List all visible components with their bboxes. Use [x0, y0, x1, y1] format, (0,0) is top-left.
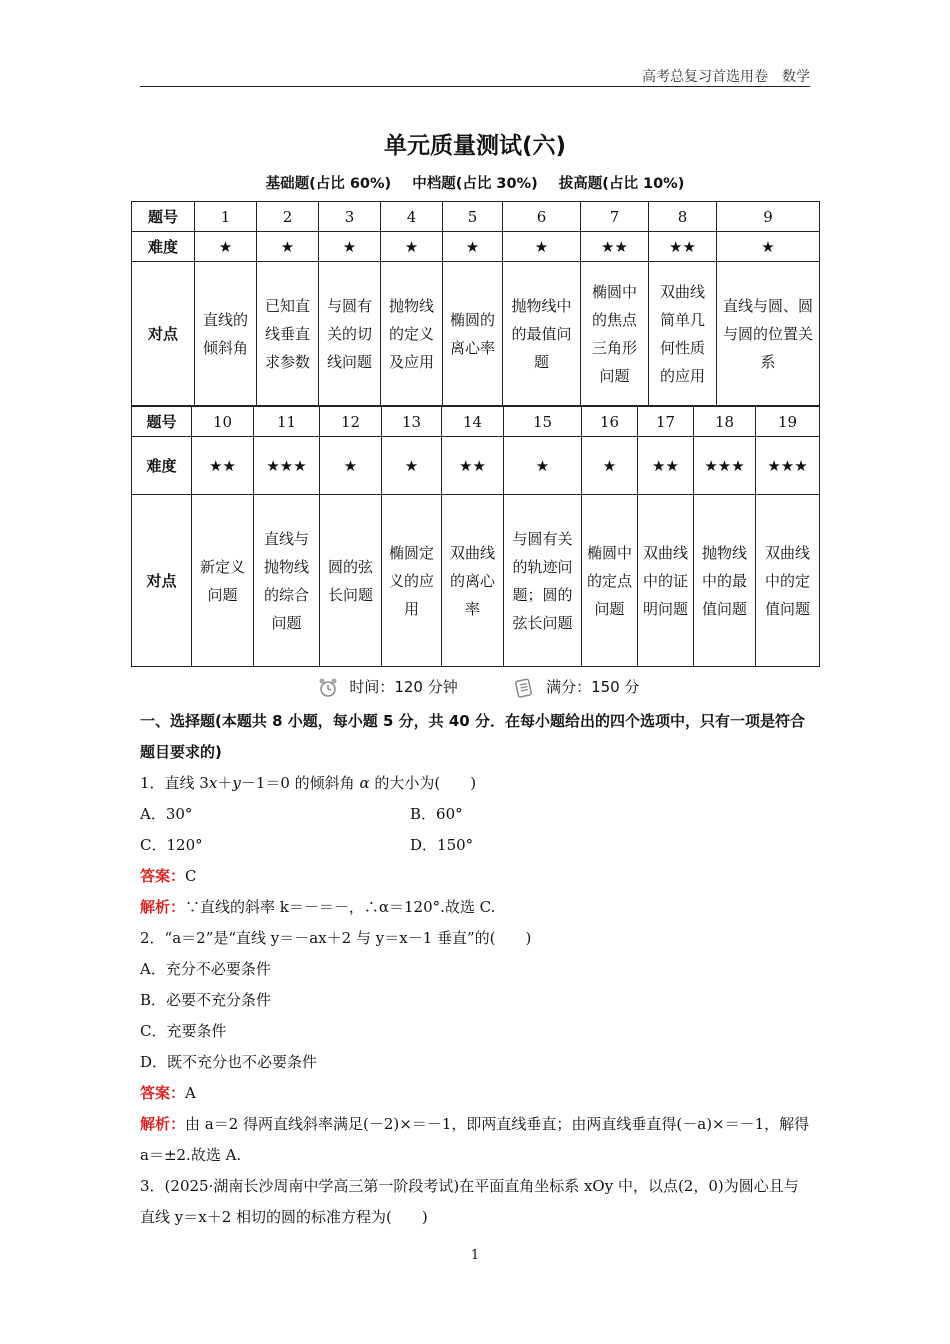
question-number: 7	[581, 202, 649, 232]
topic-cell: 椭圆定义的应用	[382, 495, 442, 667]
topic-cell: 抛物线的定义及应用	[381, 262, 443, 406]
q2-answer: 答案：A	[140, 1084, 196, 1102]
row-label: 题号	[132, 202, 195, 232]
question-number: 8	[649, 202, 717, 232]
q2-option-b: B．必要不充分条件	[140, 991, 272, 1009]
topic-cell: 双曲线中的证明问题	[638, 495, 694, 667]
q2-option-a: A．充分不必要条件	[140, 960, 271, 978]
difficulty-stars: ★	[503, 232, 581, 262]
question-number: 4	[381, 202, 443, 232]
question-number: 3	[319, 202, 381, 232]
difficulty-ratio	[0, 172, 950, 193]
topic-cell: 双曲线的离心率	[442, 495, 504, 667]
q2-stem: 2．“a＝2”是“直线 y＝－ax＋2 与 y＝x－1 垂直”的( )	[140, 929, 532, 947]
topic-cell: 双曲线中的定值问题	[756, 495, 820, 667]
topic-cell: 椭圆的离心率	[443, 262, 503, 406]
topic-cell: 双曲线简单几何性质的应用	[649, 262, 717, 406]
q1-option-c: C．120°	[140, 836, 203, 854]
question-number: 16	[582, 407, 638, 437]
table2-difficulty-row	[132, 437, 820, 495]
difficulty-stars: ★	[717, 232, 820, 262]
table1-difficulty-row	[132, 232, 820, 262]
topic-cell: 抛物线中的最值问题	[694, 495, 756, 667]
q2-option-d: D．既不充分也不必要条件	[140, 1053, 318, 1071]
topic-cell: 直线与圆、圆与圆的位置关系	[717, 262, 820, 406]
question-number: 14	[442, 407, 504, 437]
scroll-paper-icon	[513, 677, 535, 699]
difficulty-stars: ★★	[638, 437, 694, 495]
question-number: 5	[443, 202, 503, 232]
topic-cell: 已知直线垂直求参数	[257, 262, 319, 406]
q1-option-a: A．30°	[140, 805, 193, 823]
difficulty-stars: ★	[320, 437, 382, 495]
difficulty-stars: ★★	[192, 437, 254, 495]
row-label: 难度	[132, 232, 195, 262]
q1-option-b: B．60°	[410, 805, 463, 823]
topic-table-2	[131, 406, 820, 667]
question-number: 17	[638, 407, 694, 437]
question-number: 9	[717, 202, 820, 232]
q1-analysis: 解析：∵直线的斜率 k＝－＝－，∴α＝120°.故选 C.	[140, 898, 496, 916]
q1-answer: 答案：C	[140, 867, 197, 885]
question-number: 11	[254, 407, 320, 437]
row-label: 题号	[132, 407, 192, 437]
q2-analysis: 解析：由 a＝2 得两直线斜率满足(－2)×＝－1，即两直线垂直；由两直线垂直得(－a)×＝－1，解得 a＝±2.故选 A.	[140, 1115, 810, 1164]
difficulty-stars: ★	[443, 232, 503, 262]
header-rule	[140, 86, 810, 87]
topic-cell: 直线与抛物线的综合问题	[254, 495, 320, 667]
page-number: 1	[470, 1248, 480, 1263]
row-label: 难度	[132, 437, 192, 495]
question-number: 18	[694, 407, 756, 437]
topic-cell: 椭圆中的定点问题	[582, 495, 638, 667]
alarm-clock-icon	[317, 677, 339, 699]
difficulty-stars: ★	[582, 437, 638, 495]
row-label: 对点	[132, 262, 195, 406]
q3-stem: 3．(2025·湖南长沙周南中学高三第一阶段考试)在平面直角坐标系 xOy 中，以点(2，0)为圆心且与直线 y＝x＋2 相切的圆的标准方程为( )	[140, 1177, 799, 1226]
difficulty-stars: ★★★	[254, 437, 320, 495]
page-title: 单元质量测试(六)	[383, 133, 567, 159]
q1-stem: 1．直线 3x＋y－1＝0 的倾斜角 α 的大小为( )	[140, 774, 477, 792]
question-number: 15	[504, 407, 582, 437]
difficulty-stars: ★	[319, 232, 381, 262]
section-heading: 一、选择题(本题共 8 小题，每小题 5 分，共 40 分．在每小题给出的四个选项中，只有一项是符合题目要求的)	[140, 712, 805, 761]
exam-score: 满分：150 分	[546, 678, 640, 696]
table2-topic-row	[132, 495, 820, 667]
exam-time: 时间：120 分钟	[349, 678, 458, 696]
question-number: 19	[756, 407, 820, 437]
ratio-basic: 基础题(占比 60%)	[265, 176, 392, 192]
question-content	[140, 706, 812, 1233]
table1-topic-row	[132, 262, 820, 406]
q1-option-d: D．150°	[410, 836, 474, 854]
question-number: 12	[320, 407, 382, 437]
row-label: 对点	[132, 495, 192, 667]
question-number: 2	[257, 202, 319, 232]
ratio-medium: 中档题(占比 30%)	[412, 176, 538, 192]
difficulty-stars: ★	[195, 232, 257, 262]
difficulty-stars: ★	[382, 437, 442, 495]
question-number: 1	[195, 202, 257, 232]
topic-cell: 抛物线中的最值问题	[503, 262, 581, 406]
topic-cell: 圆的弦长问题	[320, 495, 382, 667]
difficulty-stars: ★	[381, 232, 443, 262]
topic-cell: 椭圆中的焦点三角形问题	[581, 262, 649, 406]
table1-number-row	[132, 202, 820, 232]
topic-cell: 新定义问题	[192, 495, 254, 667]
difficulty-stars: ★	[257, 232, 319, 262]
topic-table-1	[131, 201, 820, 406]
difficulty-stars: ★★	[649, 232, 717, 262]
question-number: 13	[382, 407, 442, 437]
difficulty-stars: ★★★	[694, 437, 756, 495]
ratio-hard: 拔高题(占比 10%)	[558, 176, 685, 192]
topic-cell: 直线的倾斜角	[195, 262, 257, 406]
question-number: 10	[192, 407, 254, 437]
table2-number-row	[132, 407, 820, 437]
q1-options-row	[140, 799, 812, 830]
difficulty-stars: ★★★	[756, 437, 820, 495]
difficulty-stars: ★★	[581, 232, 649, 262]
q1-options-row	[140, 830, 812, 861]
difficulty-stars: ★	[504, 437, 582, 495]
q2-option-c: C．充要条件	[140, 1022, 227, 1040]
running-header: 高考总复习首选用卷 数学	[642, 69, 810, 85]
question-number: 6	[503, 202, 581, 232]
topic-cell: 与圆有关的切线问题	[319, 262, 381, 406]
topic-cell: 与圆有关的轨迹问题；圆的弦长问题	[504, 495, 582, 667]
difficulty-stars: ★★	[442, 437, 504, 495]
exam-info-bar	[0, 676, 950, 699]
